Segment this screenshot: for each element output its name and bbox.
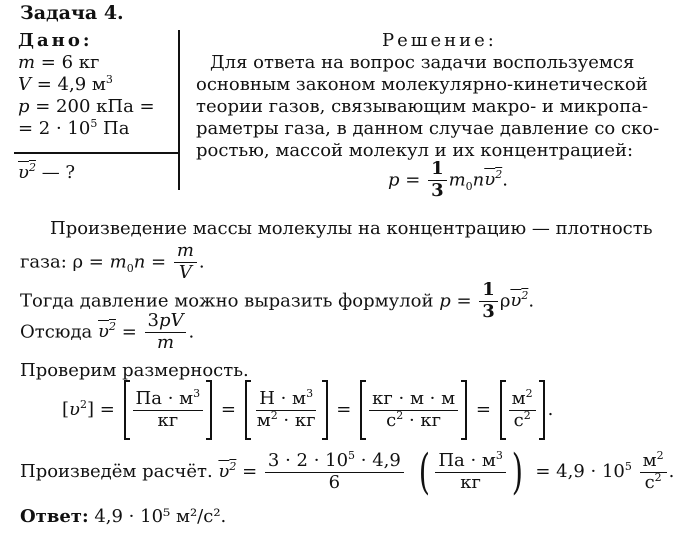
text-check: Проверим размерность. bbox=[20, 360, 249, 381]
given-pressure: p = 200 кПа = bbox=[18, 96, 155, 117]
given-divider bbox=[14, 152, 178, 154]
solution-heading: Решение: bbox=[382, 30, 497, 51]
solution-line-3: теории газов, связывающим макро- и микропа- bbox=[196, 96, 649, 117]
given-pressure-si: = $2 \cdot 10^5$ Па bbox=[18, 117, 130, 139]
formula-basic: p = $\frac{1}{3}$ $m_0n\upsilon^2$. bbox=[388, 158, 508, 201]
given-find: $\upsilon^2$ — ? bbox=[18, 161, 76, 183]
text-pressure: Тогда давление можно выразить формулой p = $\frac{1}{3}$ $\rho\upsilon^2$. bbox=[20, 279, 535, 322]
text-density-2: газа: $\rho = m_0n$ = $\frac{m}{V}$ . bbox=[20, 240, 205, 283]
dimension-check: $[\upsilon^2]$ = $\frac{Па \cdot м^3}{кг}$ = $\frac{Н \cdot м^3}{м^2 \cdot кг}$ = $\frac{кг \cdot м \cdot м}{с^2 \cdot кг}$ = $\frac{м^2}{с^2}$ . bbox=[62, 380, 553, 440]
text-hence: Отсюда $\upsilon^2$ = $\frac{3pV}{m}$ . bbox=[20, 310, 195, 353]
task-title: Задача 4. bbox=[20, 2, 124, 24]
solution-line-5: ростью, массой молекул и их концентрацией: bbox=[196, 140, 634, 161]
given-heading: Дано: bbox=[18, 30, 93, 51]
text-density-1: Произведение массы молекулы на концентрацию — плотность bbox=[50, 218, 653, 239]
calculation: Произведём расчёт. $\upsilon^2$ = $\frac{3 \cdot 2 \cdot 10^5 \cdot 4,9}{6}$ ( $\frac{Па \cdot м^3}{кг}$ ) = $4,9 \cdot 10^5$ $\frac{м^2}{с^2}$ . bbox=[20, 444, 675, 500]
solution-line-1: Для ответа на вопрос задачи воспользуемся bbox=[210, 52, 635, 73]
given-volume: V = 4,9 $м^3$ bbox=[18, 73, 113, 95]
answer: Ответ: 4,9 · 10⁵ м²/с². bbox=[20, 506, 227, 527]
solution-line-2: основным законом молекулярно-кинетической bbox=[196, 74, 648, 95]
given-mass: m = 6 кг bbox=[18, 52, 100, 73]
solution-line-4: раметры газа, в данном случае давление со ско- bbox=[196, 118, 660, 139]
column-divider bbox=[178, 30, 180, 190]
